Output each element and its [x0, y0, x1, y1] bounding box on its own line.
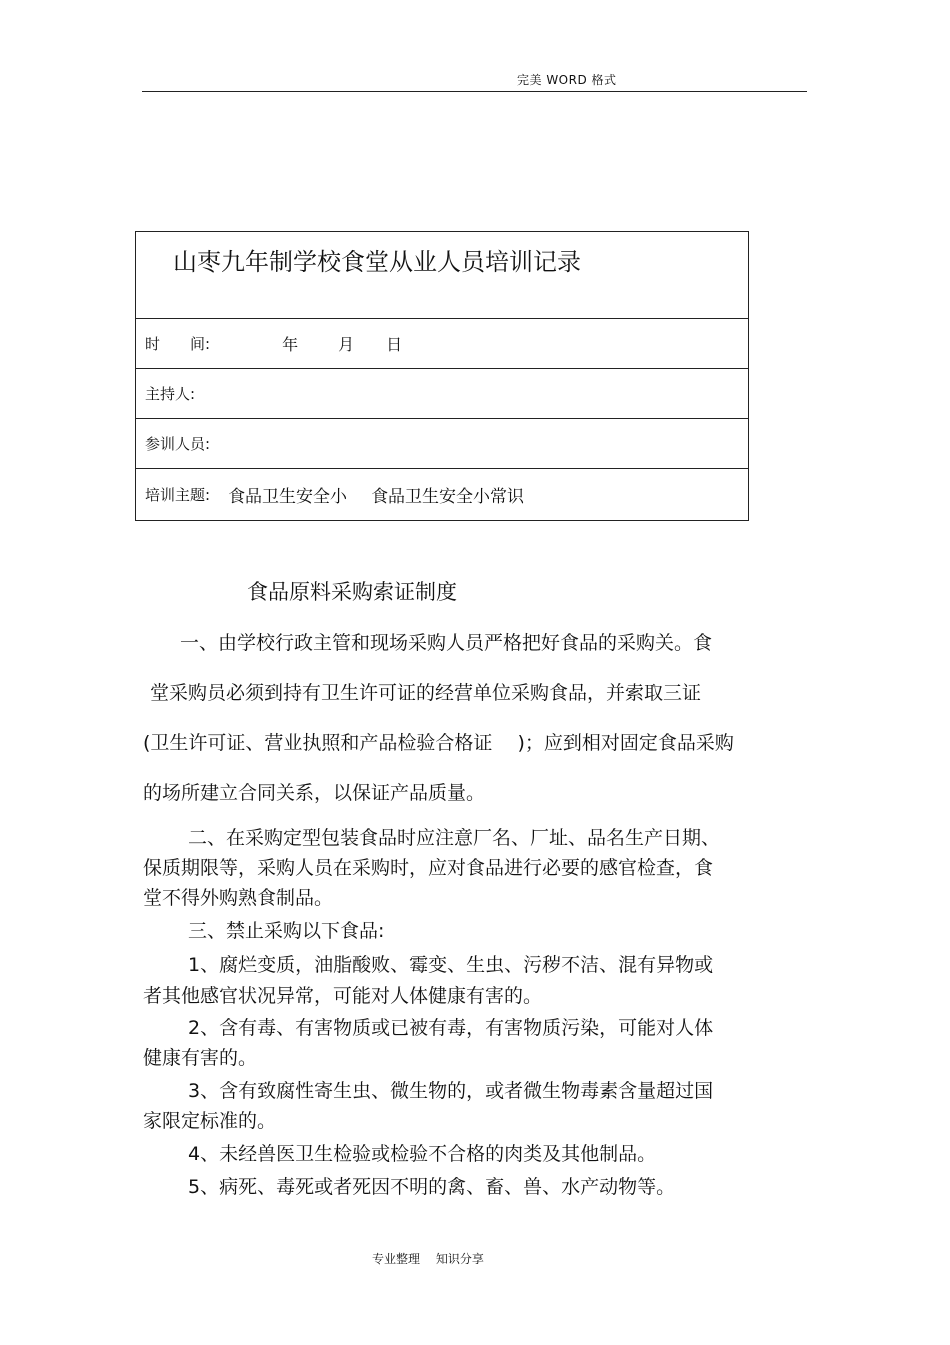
- training-record-table: [135, 231, 749, 521]
- body-line: 三、禁止采购以下食品:: [188, 920, 385, 942]
- body-line: 3、含有致腐性寄生虫、微生物的，或者微生物毒素含量超过国: [188, 1080, 714, 1102]
- body-line: 1、腐烂变质，油脂酸败、霉变、生虫、污秽不洁、混有异物或: [188, 954, 714, 976]
- day-label: 日: [386, 335, 403, 354]
- header-text: 完美 WORD 格式: [517, 73, 617, 87]
- topic-value-2: 食品卫生安全小常识: [371, 487, 525, 507]
- topic-value-1: 食品卫生安全小: [228, 487, 348, 507]
- month-label: 月: [338, 335, 355, 354]
- body-line: 2、含有毒、有害物质或已被有毒，有害物质污染，可能对人体: [188, 1017, 714, 1039]
- topic-row: [136, 469, 748, 520]
- body-line: 4、未经兽医卫生检验或检验不合格的肉类及其他制品。: [188, 1143, 657, 1165]
- header-divider: [142, 91, 807, 92]
- body-line: (卫生许可证、营业执照和产品检验合格证 )；应到相对固定食品采购: [143, 732, 734, 754]
- body-line: 家限定标准的。: [143, 1110, 277, 1132]
- year-label: 年: [282, 335, 299, 354]
- page-footer: 专业整理 知识分享: [372, 1252, 484, 1266]
- topic-label: 培训主题:: [145, 486, 211, 504]
- body-line: 堂采购员必须到持有卫生许可证的经营单位采购食品，并索取三证: [150, 682, 702, 704]
- host-row: [136, 369, 748, 419]
- body-line: 二、在采购定型包装食品时应注意厂名、厂址、品名生产日期、: [188, 827, 721, 849]
- time-row: [136, 319, 748, 369]
- form-title: 山枣九年制学校食堂从业人员培训记录: [136, 232, 748, 319]
- participants-label: 参训人员:: [145, 435, 211, 453]
- body-line: 的场所建立合同关系，以保证产品质量。: [143, 782, 486, 804]
- body-line: 5、病死、毒死或者死因不明的禽、畜、兽、水产动物等。: [188, 1176, 676, 1198]
- participants-row: [136, 419, 748, 469]
- body-line: 堂不得外购熟食制品。: [143, 887, 334, 909]
- body-line: 保质期限等，采购人员在采购时，应对食品进行必要的感官检查，食: [143, 857, 714, 879]
- body-line: 一、由学校行政主管和现场采购人员严格把好食品的采购关。食: [180, 632, 713, 654]
- time-label: 时 间:: [145, 335, 211, 353]
- host-label: 主持人:: [145, 385, 196, 403]
- body-line: 者其他感官状况异常，可能对人体健康有害的。: [143, 985, 543, 1007]
- body-line: 健康有害的。: [143, 1047, 258, 1069]
- document-heading: 食品原料采购索证制度: [247, 580, 457, 604]
